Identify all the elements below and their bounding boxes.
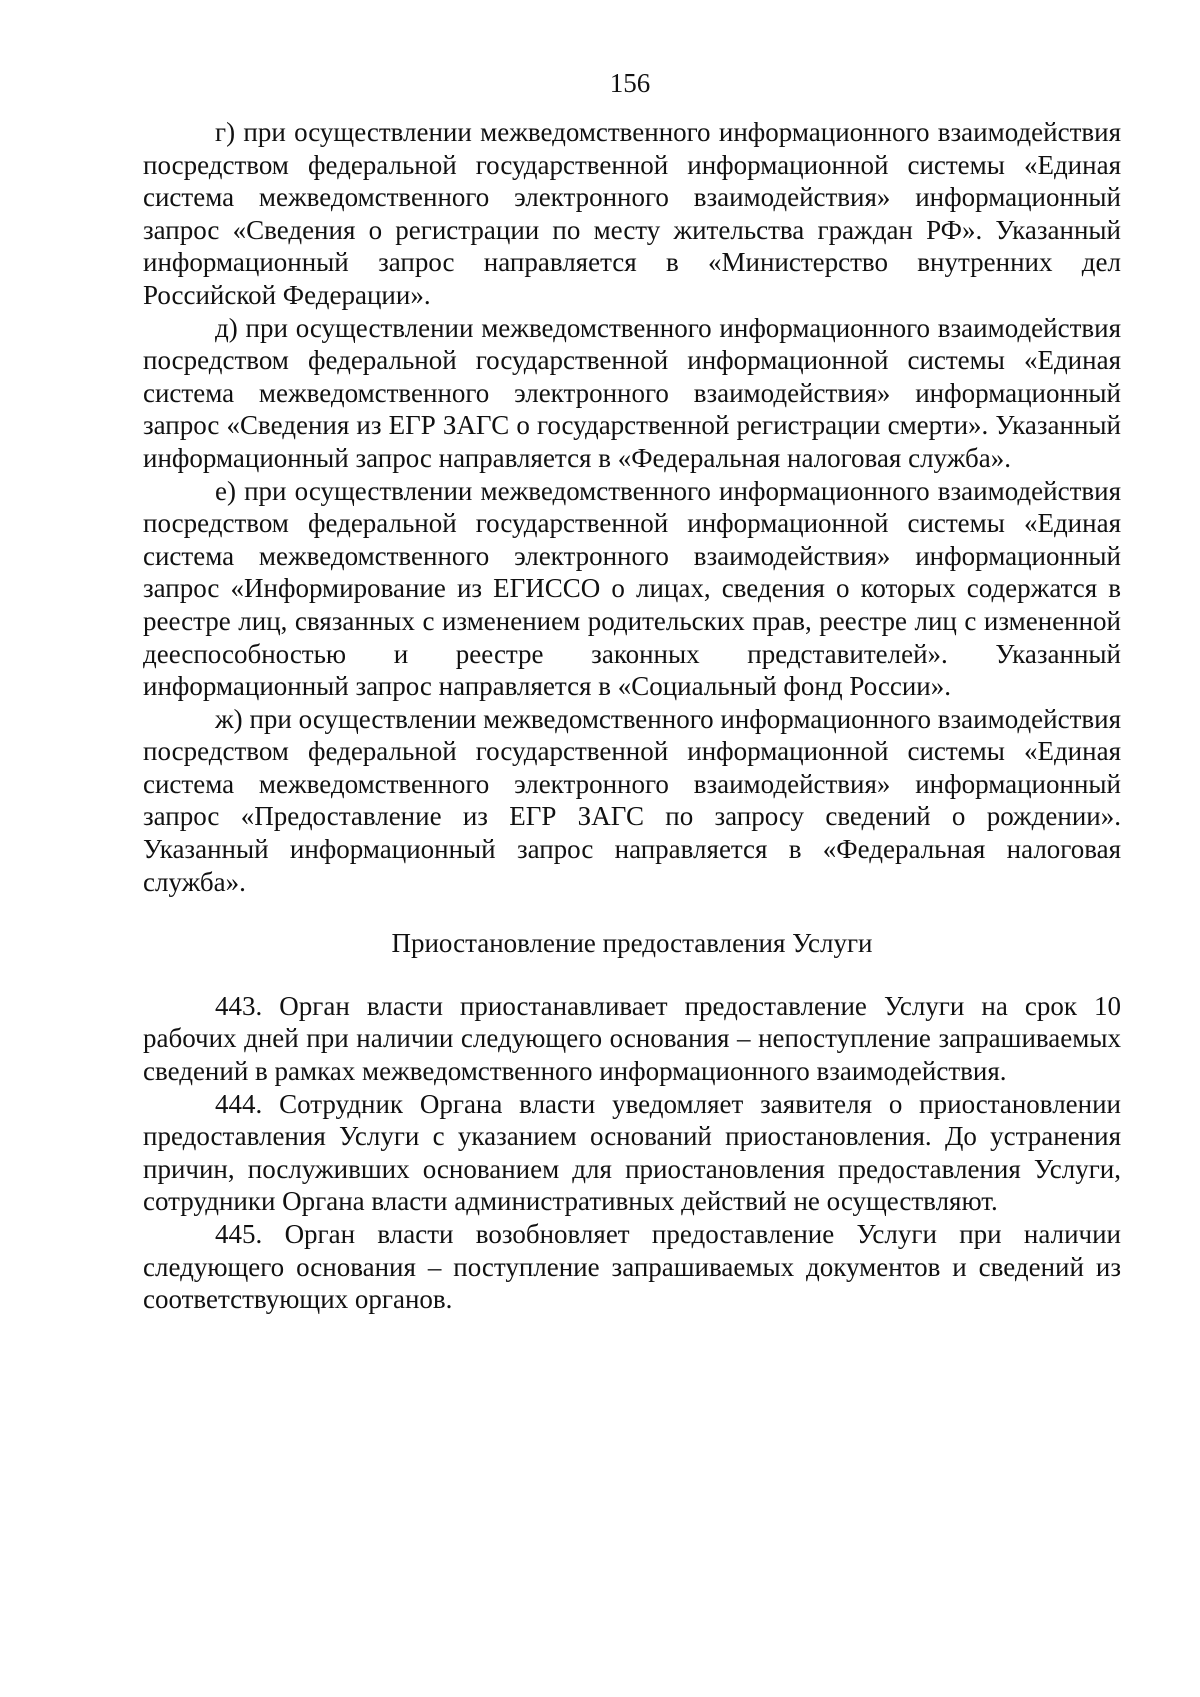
paragraph-zh: ж) при осуществлении межведомственного информационного взаимодействия посредством федеральной государственной информационной системы «Единая система межведомственного электронного взаимодействия» информационный запрос «Предоставление из ЕГР ЗАГС по запросу сведений о рождении». Указанный информационный запрос направляется в «Федеральная налоговая служба». [143,703,1121,897]
paragraph-444: 444. Сотрудник Органа власти уведомляет заявителя о приостановлении предоставления Услуги с указанием оснований приостановления. До устранения причин, послуживших основанием для приостановления предоставления Услуги, сотрудники Органа власти административных действий не осуществляют. [143,1088,1121,1217]
paragraph-e: е) при осуществлении межведомственного информационного взаимодействия посредством федеральной государственной информационной системы «Единая система межведомственного электронного взаимодействия» информационный запрос «Информирование из ЕГИССО о лицах, сведения о которых содержатся в реестре лиц, связанных с изменением родительских прав, реестре лиц с измененной дееспособностью и реестре законных представителей». Указанный информационный запрос направляется в «Социальный фонд России». [143,475,1121,702]
paragraph-g: г) при осуществлении межведомственного информационного взаимодействия посредством федеральной государственной информационной системы «Единая система межведомственного электронного взаимодействия» информационный запрос «Сведения о регистрации по месту жительства граждан РФ». Указанный информационный запрос направляется в «Министерство внутренних дел Российской Федерации». [143,117,1121,310]
paragraph-443: 443. Орган власти приостанавливает предоставление Услуги на срок 10 рабочих дней при наличии следующего основания – непоступление запрашиваемых сведений в рамках межведомственного информационного взаимодействия. [143,990,1121,1087]
paragraph-445: 445. Орган власти возобновляет предоставление Услуги при наличии следующего основания – поступление запрашиваемых документов и сведений из соответствующих органов. [143,1219,1121,1315]
paragraph-d: д) при осуществлении межведомственного информационного взаимодействия посредством федеральной государственной информационной системы «Единая система межведомственного электронного взаимодействия» информационный запрос «Сведения из ЕГР ЗАГС о государственной регистрации смерти». Указанный информационный запрос направляется в «Федеральная налоговая служба». [143,312,1121,473]
section-heading: Приостановление предоставления Услуги [391,928,873,959]
page-number: 156 [609,68,651,98]
document-body [143,116,1121,1316]
